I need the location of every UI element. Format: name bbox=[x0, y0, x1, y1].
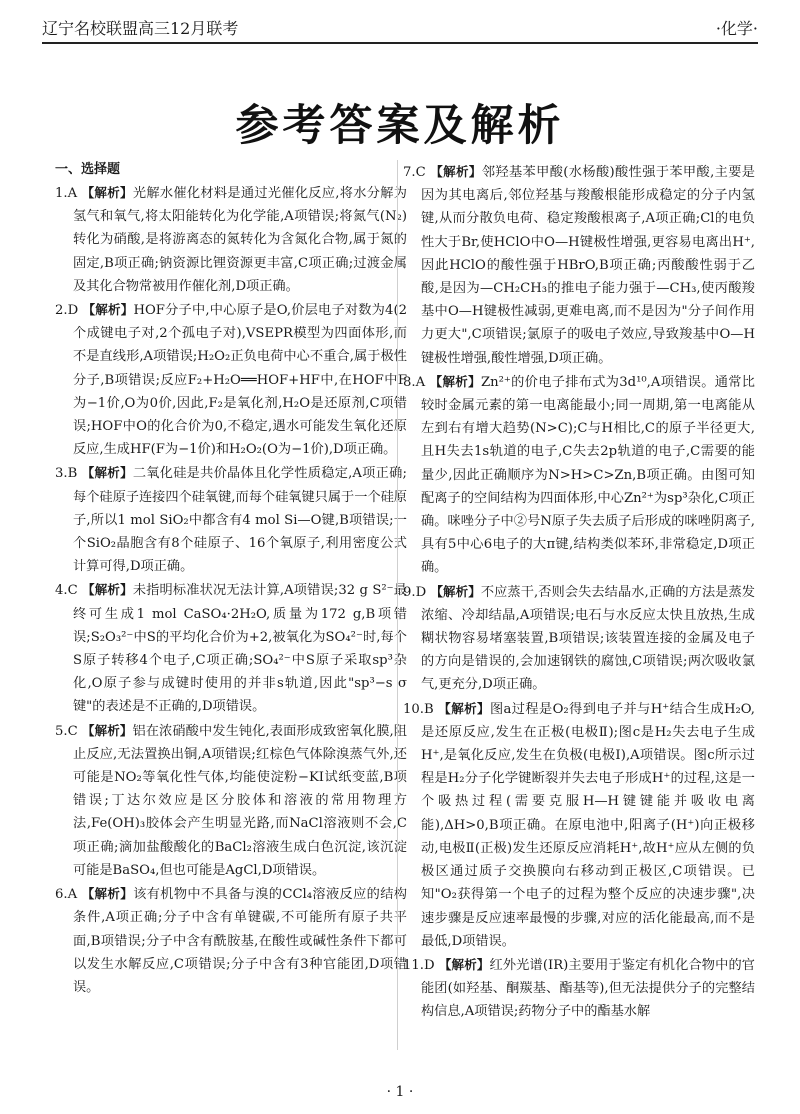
answer-explanation: 铝在浓硝酸中发生钝化,表面形成致密氧化膜,阻止反应,无法置换出铜,A项错误;红棕色气体除溴蒸气外,还可能是NO₂等氧化性气体,均能使淀粉−KI试纸变蓝,B项错误;丁达尔效应是区分胶体和溶液的常用物理方法,Fe(OH)₃胶体会产生明显光路,而NaCl溶液则不会,C项正确;滴加盐酸酸化的BaCl₂溶液生成白色沉淀,该沉淀可能是BaSO₄,但也可能是AgCl,D项错误。 bbox=[73, 723, 407, 878]
answer-explanation: Zn²⁺的价电子排布式为3d¹⁰,A项错误。通常比较时金属元素的第一电离能最小;同一周期,第一电离能从左到右有增大趋势(N>C);C与H相比,C的原子半径更大,且H失去1s轨道的电子,C失去2p轨道的电子,C需要的能量少,因此正确顺序为N>H>C>Zn,B项正确。由图可知配离子的空间结构为四面体形,中心Zn²⁺为sp³杂化,C项正确。咪唑分子中②号N原子失去质子后形成的咪唑阴离子,具有5中心6电子的大π键,结构类似苯环,非常稳定,D项正确。 bbox=[421, 374, 755, 576]
answer-item bbox=[55, 298, 407, 461]
answer-item bbox=[55, 719, 407, 882]
answer-item bbox=[55, 882, 407, 999]
analysis-tag: 【解析】 bbox=[430, 164, 482, 179]
answer-number: 6.A bbox=[55, 887, 82, 903]
analysis-tag: 【解析】 bbox=[438, 700, 490, 716]
header-rule bbox=[42, 42, 758, 44]
column-divider bbox=[397, 160, 398, 1050]
answer-item bbox=[403, 580, 755, 697]
answer-explanation: 不应蒸干,否则会失去结晶水,正确的方法是蒸发浓缩、冷却结晶,A项错误;电石与水反应太快且放热,生成糊状物容易堵塞装置,B项错误;该装置连接的金属及电子的方向是错误的,会加速钢铁的腐蚀,C项错误;两次吸收氯气,更充分,D项正确。 bbox=[421, 584, 755, 693]
answer-number: 2.D bbox=[55, 303, 83, 319]
page-header bbox=[42, 14, 758, 40]
answer-number: 7.C bbox=[403, 165, 431, 180]
analysis-tag: 【解析】 bbox=[430, 583, 481, 599]
analysis-tag: 【解析】 bbox=[82, 302, 134, 318]
answer-list-right bbox=[403, 160, 755, 1024]
answer-explanation: 该有机物中不具备与溴的CCl₄溶液反应的结构条件,A项正确;分子中含有单键碳,不可能所有原子共平面,B项错误;分子中含有酰胺基,在酸性或碱性条件下都可以发生水解反应,C项错误;分子中含有3种官能团,D项错误。 bbox=[73, 887, 407, 995]
answer-number: 10.B bbox=[403, 701, 439, 717]
answer-explanation: 图a过程是O₂得到电子并与H⁺结合生成H₂O,是还原反应,发生在正极(电极Ⅱ);图c是H₂失去电子生成H⁺,是氧化反应,发生在负极(电极Ⅰ),A项错误。图c所示过程是H₂分子化学键断裂并失去电子形成H⁺的过程,这是一个吸热过程(需要克服H—H键键能并吸收电离能),ΔH>0,B项正确。在原电池中,阳离子(H⁺)向正极移动,电极Ⅱ(正极)发生还原反应消耗H⁺,故H⁺应从左侧的负极区通过质子交换膜向右移动到正极区,C项错误。已知"O₂获得第一个电子的过程为整个反应的决速步骤",决速步骤是反应速率最慢的步骤,对应的活化能最高,而不是最低,D项错误。 bbox=[421, 701, 756, 949]
analysis-tag: 【解析】 bbox=[81, 722, 133, 738]
answer-item bbox=[55, 578, 407, 718]
analysis-tag: 【解析】 bbox=[81, 185, 133, 200]
answer-explanation: HOF分子中,中心原子是O,价层电子对数为4(2个成键电子对,2个孤电子对),VSEPR模型为四面体形,而不是直线形,A项错误;H₂O₂正负电荷中心不重合,属于极性分子,B项错误;反应F₂+H₂O══HOF+HF中,在HOF中F为−1价,O为0价,因此,F₂是氧化剂,H₂O是还原剂,C项错误;HOF中O的化合价为0,不稳定,遇水可能发生氧化还原反应,生成HF(F为−1价)和H₂O₂(O为−1价),D项正确。 bbox=[73, 303, 407, 458]
left-column bbox=[55, 160, 407, 999]
answer-list-left bbox=[55, 181, 407, 999]
answer-number: 11.D bbox=[403, 957, 439, 973]
answer-explanation: 邻羟基苯甲酸(水杨酸)酸性强于苯甲酸,主要是因为其电离后,邻位羟基与羧酸根能形成稳定的分子内氢键,从而分散负电荷、稳定羧酸根离子,A项正确;Cl的电负性大于Br,使HClO中O—H键极性增强,更容易电离出H⁺,因此HClO的酸性强于HBrO,B项正确;丙酸酸性弱于乙酸,是因为—CH₂CH₃的推电子能力强于—CH₃,使丙酸羧基中O—H键极性减弱,更难电离,而不是因为"分子间作用力更大",C项错误;氯原子的吸电子效应,导致羧基中O—H键极性增强,酸性增强,D项正确。 bbox=[421, 165, 755, 366]
subject-label: ·化学· bbox=[715, 18, 758, 38]
analysis-tag: 【解析】 bbox=[82, 582, 133, 598]
answer-number: 8.A bbox=[403, 374, 430, 390]
right-column bbox=[403, 160, 755, 1024]
answer-item bbox=[403, 953, 755, 1024]
answer-explanation: 未指明标准状况无法计算,A项错误;32 g S²⁻最终可生成1 mol CaSO₄·2H₂O,质量为172 g,B项错误;S₂O₃²⁻中S的平均化合价为+2,被氧化为SO₄²⁻时,每个S原子转移4个电子,C项正确;SO₄²⁻中S原子采取sp³杂化,O原子参与成键时使用的并非s轨道,因此"sp³−s σ键"的表述是不正确的,D项错误。 bbox=[73, 583, 407, 715]
answer-item bbox=[403, 697, 755, 953]
answer-number: 1.A bbox=[55, 186, 82, 201]
analysis-tag: 【解析】 bbox=[81, 465, 133, 481]
answer-number: 5.C bbox=[55, 723, 82, 739]
answer-number: 9.D bbox=[403, 584, 431, 600]
analysis-tag: 【解析】 bbox=[81, 886, 134, 902]
section-heading: 一、选择题 bbox=[55, 162, 121, 177]
answer-explanation: 光解水催化材料是通过光催化反应,将水分解为氢气和氧气,将太阳能转化为化学能,A项错误;将氮气(N₂)转化为硝酸,是将游离态的氮转化为含氮化合物,属于氮的固定,B项正确;钠资源比锂资源更丰富,C项正确;过渡金属及其化合物常被用作催化剂,D项正确。 bbox=[73, 186, 407, 294]
answer-number: 4.C bbox=[55, 583, 83, 599]
answer-explanation: 红外光谱(IR)主要用于鉴定有机化合物中的官能团(如羟基、酮羰基、酯基等),但无法提供分子的完整结构信息,A项错误;药物分子中的酯基水解 bbox=[421, 957, 755, 1020]
analysis-tag: 【解析】 bbox=[438, 956, 490, 972]
page-number: · 1 · bbox=[386, 1084, 414, 1100]
answer-number: 3.B bbox=[55, 466, 82, 482]
answer-item bbox=[403, 370, 755, 580]
page-title: 参考答案及解析 bbox=[235, 101, 565, 151]
answer-item bbox=[55, 181, 407, 298]
answer-item bbox=[55, 461, 407, 578]
answer-item bbox=[403, 160, 755, 370]
answer-explanation: 二氧化硅是共价晶体且化学性质稳定,A项正确;每个硅原子连接四个硅氧键,而每个硅氧键只属于一个硅原子,所以1 mol SiO₂中都含有4 mol Si—O键,B项错误;一个SiO₂晶胞含有8个硅原子、16个氧原子,利用密度公式计算可得,D项正确。 bbox=[73, 466, 407, 575]
analysis-tag: 【解析】 bbox=[429, 373, 481, 389]
exam-name: 辽宁名校联盟高三12月联考 bbox=[42, 18, 239, 38]
